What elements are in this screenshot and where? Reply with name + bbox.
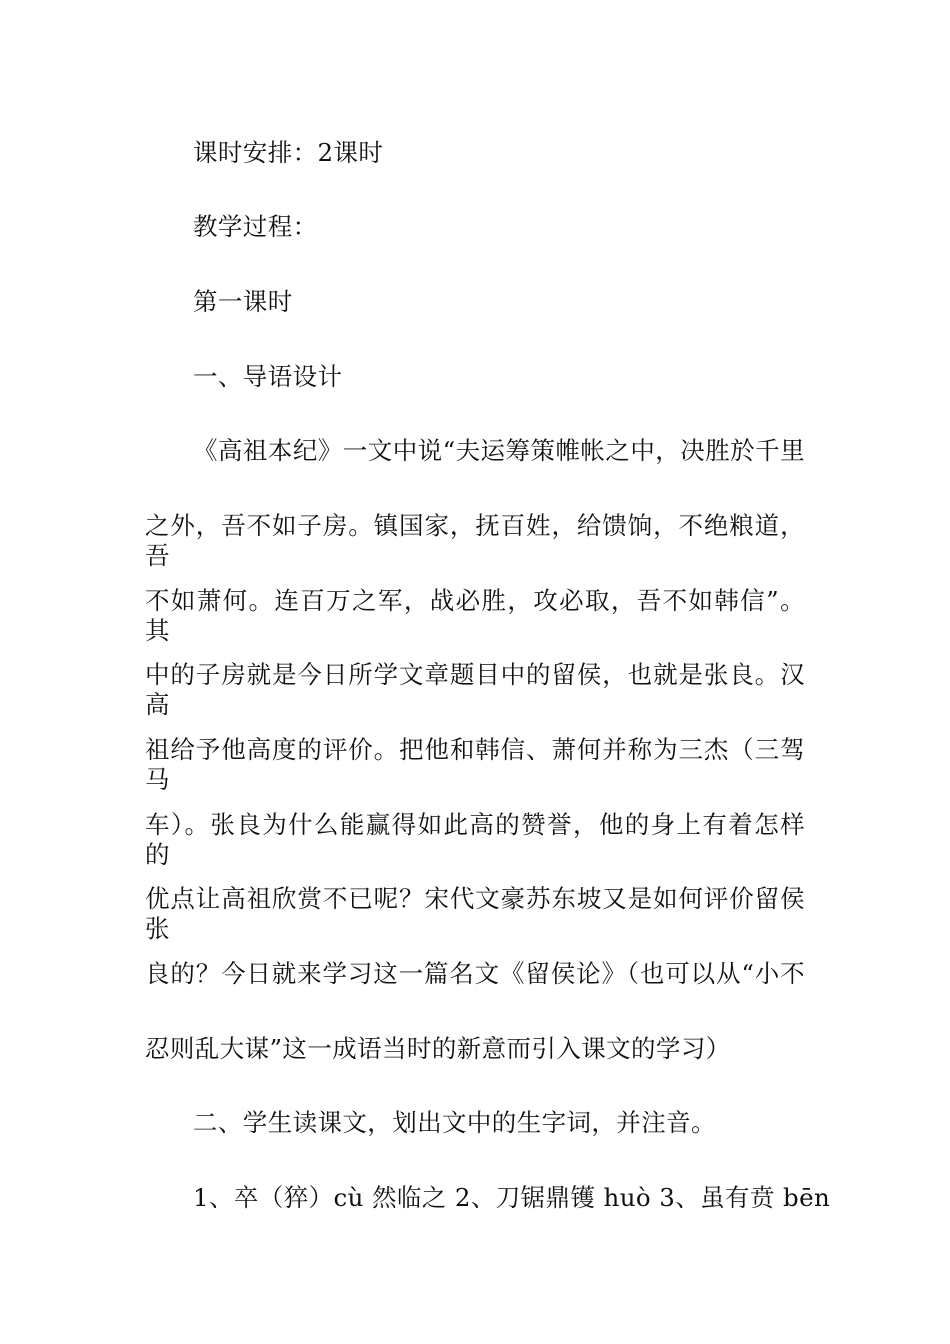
lesson-schedule-line: 课时安排：2课时 (193, 138, 384, 167)
section-heading-reading: 二、学生读课文，划出文中的生字词，并注音。 (193, 1108, 716, 1137)
paragraph-line: 忍则乱大谋”这一成语当时的新意而引入课文的学习） (145, 1034, 731, 1063)
paragraph-line: 中的子房就是今日所学文章题目中的留侯，也就是张良。汉高 (145, 660, 805, 719)
paragraph-line: 良的？今日就来学习这一篇名文《留侯论》（也可以从“小不 (145, 959, 805, 988)
paragraph-line: 优点让高祖欣赏不已呢？宋代文豪苏东坡又是如何评价留侯张 (145, 884, 805, 943)
paragraph-line: 之外，吾不如子房。镇国家，抚百姓，给馈饷，不绝粮道，吾 (145, 511, 805, 570)
first-lesson-heading: 第一课时 (193, 287, 293, 316)
section-heading-intro: 一、导语设计 (193, 362, 343, 391)
paragraph-line: 车）。张良为什么能赢得如此高的赞誉，他的身上有着怎样的 (145, 810, 805, 869)
paragraph-line: 不如萧何。连百万之军，战必胜，攻必取，吾不如韩信”。其 (145, 586, 805, 645)
paragraph-line: 祖给予他高度的评价。把他和韩信、萧何并称为三杰（三驾马 (145, 735, 805, 794)
vocabulary-line: 1、卒（猝）cù 然临之 2、刀锯鼎镬 huò 3、虽有贲 bēn (193, 1183, 831, 1212)
paragraph-line: 《高祖本纪》一文中说“夫运筹策帷帐之中，决胜於千里 (193, 436, 805, 465)
teaching-process-heading: 教学过程： (193, 212, 318, 241)
